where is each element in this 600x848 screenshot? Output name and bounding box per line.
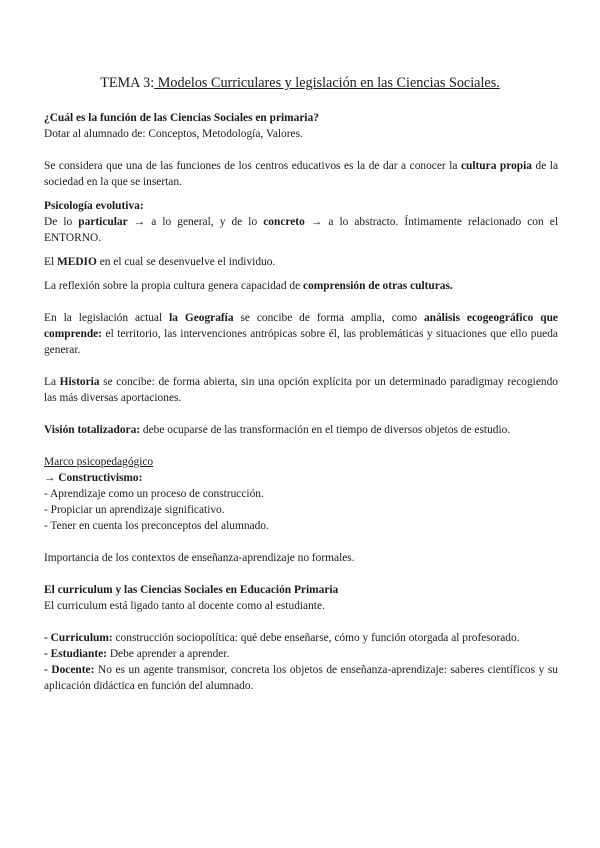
dotar-line: Dotar al alumnado de: Conceptos, Metodología, Valores. [44, 128, 303, 140]
constructivismo-heading: → Constructivismo: [44, 472, 143, 484]
definition-docente: - Docente: No es un agente transmisor, concreta los objetos de enseñanza-aprendizaje: saberes científicos y su aplicación didáctica en función del alumnado. [44, 664, 559, 692]
definition-curriculum: - Curriculum: construcción sociopolítica: qué debe enseñarse, cómo y función otorgada al profesorado. [44, 632, 520, 644]
title-colon: : [150, 75, 155, 91]
historia-paragraph: La Historia se concibe: de forma abierta, sin una opción explícita por un determinado paradigmay recogiendo las más diversas aportaciones. [44, 376, 558, 404]
cultura-paragraph: Se considera que una de las funciones de los centros educativos es la de dar a conocer la cultura propia de la sociedad en la que se insertan. [44, 160, 558, 188]
page-title [0, 74, 600, 92]
title-prefix: TEMA 3 [100, 75, 151, 91]
list-item: - Propiciar un aprendizaje significativo. [44, 504, 225, 516]
list-item: - Tener en cuenta los preconceptos del alumnado. [44, 520, 269, 532]
curriculum-line: El curriculum está ligado tanto al docente como al estudiante. [44, 600, 325, 612]
marco-heading: Marco psicopedagógico [44, 456, 154, 468]
definition-estudiante: - Estudiante: Debe aprender a aprender. [44, 648, 230, 660]
psicologia-paragraph: De lo particular → a lo general, y de lo concreto → a lo abstracto. Íntimamente relacionado con el ENTORNO. [44, 216, 558, 244]
title-text: Modelos Curriculares y legislación en las Ciencias Sociales. [154, 75, 500, 91]
importancia-line: Importancia de los contextos de enseñanza-aprendizaje no formales. [44, 552, 355, 564]
question-heading: ¿Cuál es la función de las Ciencias Sociales en primaria? [44, 112, 319, 124]
list-item: - Aprendizaje como un proceso de construcción. [44, 488, 264, 500]
psicologia-heading: Psicología evolutiva: [44, 200, 144, 212]
vision-line: Visión totalizadora: debe ocuparse de las transformación en el tiempo de diversos objetos de estudio. [44, 424, 511, 436]
curriculum-heading: El curriculum y las Ciencias Sociales en Educación Primaria [44, 584, 339, 596]
reflexion-line: La reflexión sobre la propia cultura genera capacidad de comprensión de otras culturas. [44, 280, 453, 292]
medio-line: El MEDIO en el cual se desenvuelve el individuo. [44, 256, 276, 268]
geografia-paragraph: En la legislación actual la Geografía se concibe de forma amplia, como análisis ecogeográfico que comprende: el territorio, las intervenciones antrópicas sobre él, las problemáticas y situaciones que ello pueda generar. [44, 312, 558, 356]
